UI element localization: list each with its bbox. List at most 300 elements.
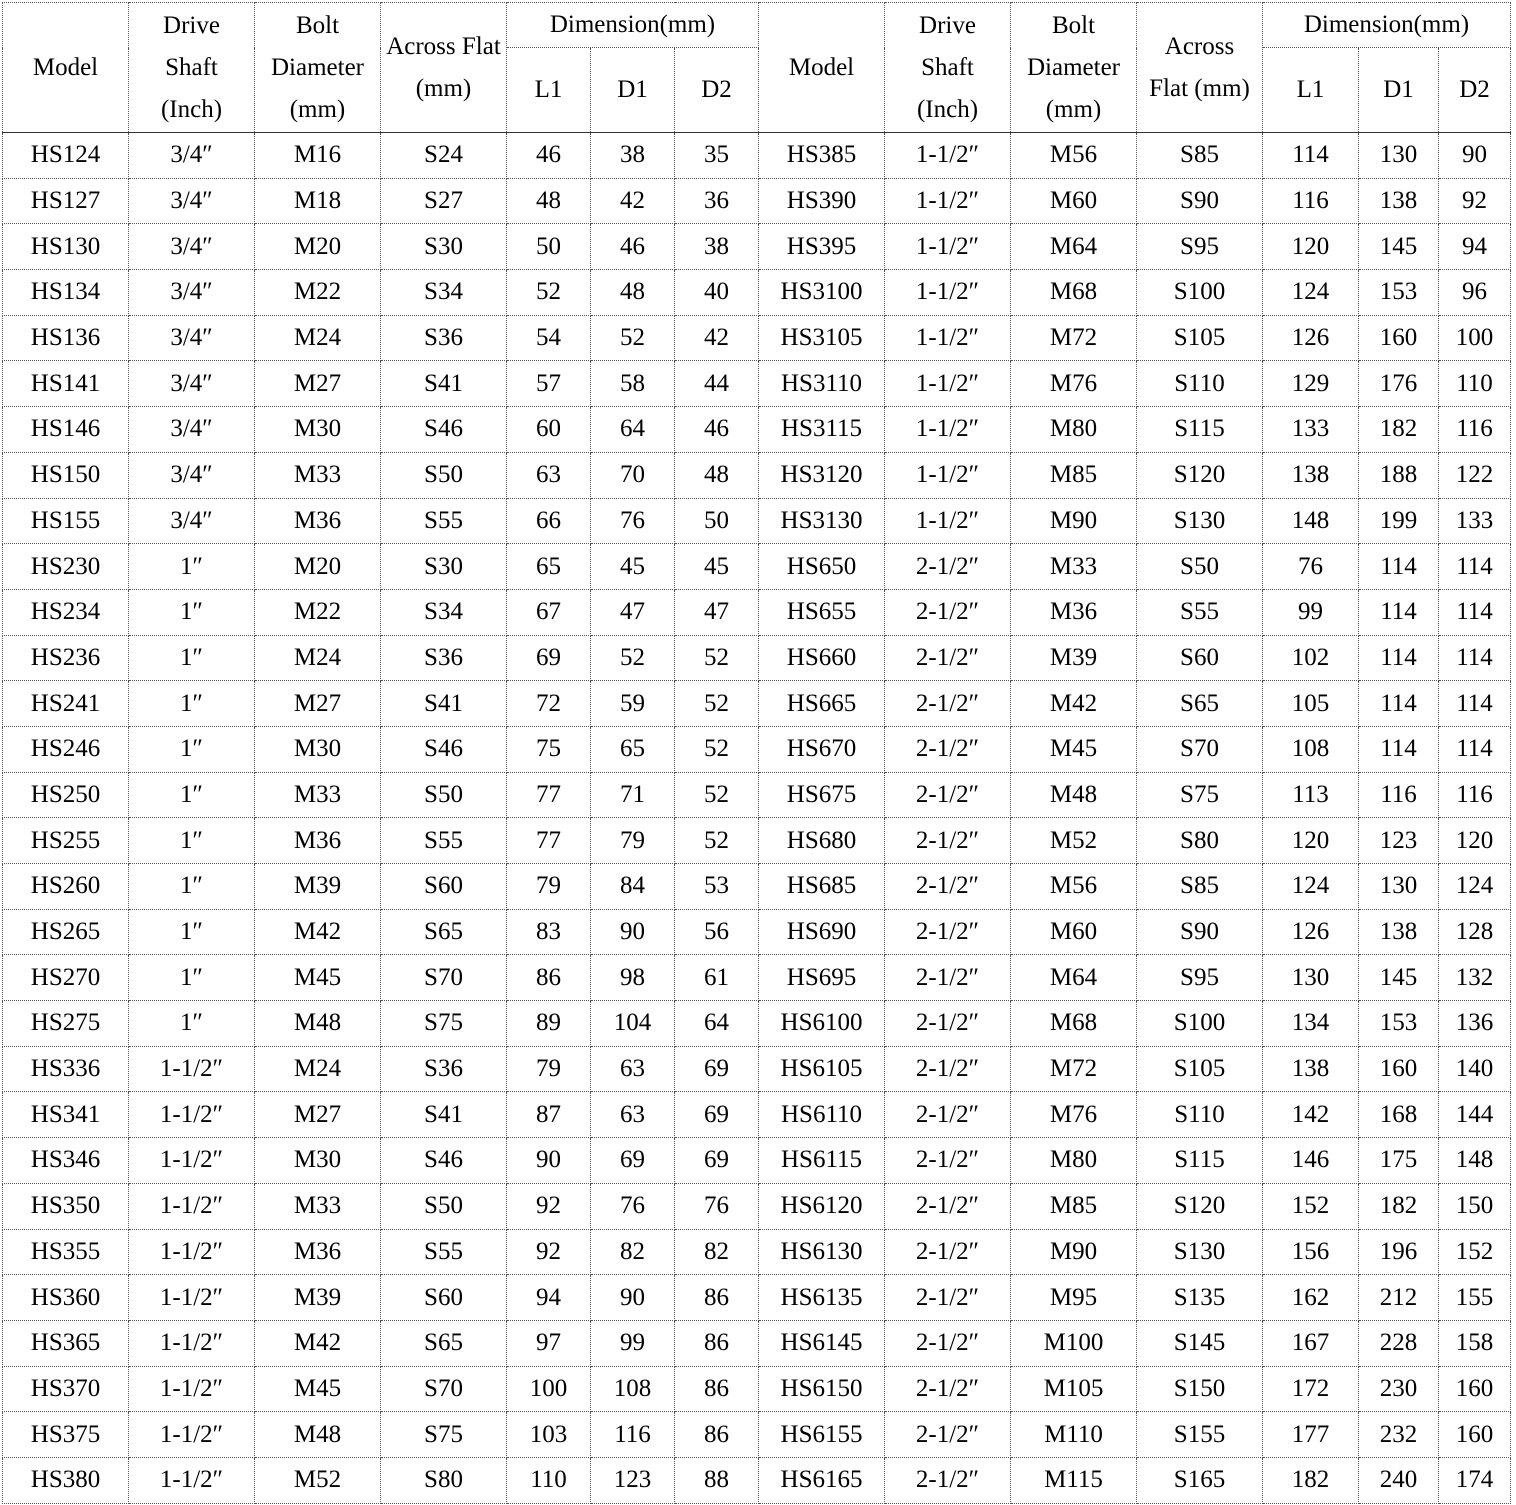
cell-drive-shaft-right: 2-1/2″ [885,1366,1011,1412]
cell-d2-right: 124 [1439,864,1511,910]
cell-drive-shaft: 1-1/2″ [129,1412,255,1458]
cell-across-flat-right: S80 [1137,818,1263,864]
cell-d2: 86 [675,1366,759,1412]
cell-bolt-diameter-right: M72 [1011,1046,1137,1092]
cell-l1: 87 [507,1092,591,1138]
cell-d1: 58 [591,361,675,407]
cell-d2-right: 116 [1439,407,1511,453]
cell-model: HS336 [3,1046,129,1092]
table-row [3,681,1511,727]
cell-l1: 46 [507,133,591,179]
table-row [3,1138,1511,1184]
header-dimension-right: Dimension(mm) [1263,3,1511,48]
cell-bolt-diameter-right: M45 [1011,726,1137,772]
cell-d1: 76 [591,1183,675,1229]
cell-d1-right: 114 [1359,726,1439,772]
cell-across-flat-right: S120 [1137,452,1263,498]
cell-d2: 42 [675,315,759,361]
cell-drive-shaft: 1-1/2″ [129,1046,255,1092]
cell-d2: 40 [675,270,759,316]
cell-bolt-diameter: M24 [255,315,381,361]
cell-across-flat: S60 [381,864,507,910]
cell-model-right: HS3120 [759,452,885,498]
table-row [3,772,1511,818]
cell-drive-shaft-right: 2-1/2″ [885,726,1011,772]
cell-model-right: HS6115 [759,1138,885,1184]
cell-across-flat: S34 [381,589,507,635]
cell-across-flat: S36 [381,635,507,681]
cell-l1: 57 [507,361,591,407]
cell-across-flat: S46 [381,407,507,453]
cell-d1-right: 240 [1359,1457,1439,1503]
cell-d1-right: 114 [1359,544,1439,590]
cell-across-flat: S60 [381,1275,507,1321]
cell-d1: 42 [591,178,675,224]
cell-drive-shaft-right: 1-1/2″ [885,315,1011,361]
cell-d1-right: 188 [1359,452,1439,498]
cell-l1-right: 177 [1263,1412,1359,1458]
cell-l1: 54 [507,315,591,361]
cell-model-right: HS680 [759,818,885,864]
cell-model: HS270 [3,955,129,1001]
cell-l1: 79 [507,864,591,910]
cell-bolt-diameter: M45 [255,1366,381,1412]
cell-d1: 38 [591,133,675,179]
cell-across-flat-right: S100 [1137,270,1263,316]
cell-drive-shaft-right: 2-1/2″ [885,1320,1011,1366]
cell-l1: 50 [507,224,591,270]
cell-across-flat-right: S145 [1137,1320,1263,1366]
cell-drive-shaft-right: 2-1/2″ [885,955,1011,1001]
cell-model: HS246 [3,726,129,772]
cell-d2-right: 155 [1439,1275,1511,1321]
cell-l1-right: 142 [1263,1092,1359,1138]
cell-bolt-diameter: M52 [255,1457,381,1503]
cell-d1-right: 176 [1359,361,1439,407]
cell-bolt-diameter: M24 [255,635,381,681]
cell-d2-right: 114 [1439,589,1511,635]
cell-d1-right: 153 [1359,270,1439,316]
table-row [3,544,1511,590]
cell-drive-shaft: 1″ [129,681,255,727]
cell-d2-right: 174 [1439,1457,1511,1503]
table-header [3,3,1511,133]
table-row [3,224,1511,270]
cell-l1: 94 [507,1275,591,1321]
cell-bolt-diameter: M22 [255,270,381,316]
cell-bolt-diameter: M48 [255,1001,381,1047]
cell-d2-right: 158 [1439,1320,1511,1366]
table-row [3,864,1511,910]
cell-model-right: HS655 [759,589,885,635]
cell-l1: 83 [507,909,591,955]
cell-l1-right: 138 [1263,1046,1359,1092]
cell-d2-right: 114 [1439,635,1511,681]
cell-l1: 110 [507,1457,591,1503]
header-d2-right: D2 [1439,48,1511,133]
cell-bolt-diameter: M27 [255,681,381,727]
cell-d1: 104 [591,1001,675,1047]
cell-d1-right: 168 [1359,1092,1439,1138]
cell-d2: 50 [675,498,759,544]
cell-drive-shaft: 1″ [129,589,255,635]
cell-model-right: HS665 [759,681,885,727]
cell-bolt-diameter-right: M80 [1011,1138,1137,1184]
cell-d1-right: 199 [1359,498,1439,544]
cell-drive-shaft-right: 2-1/2″ [885,818,1011,864]
cell-drive-shaft-right: 2-1/2″ [885,589,1011,635]
cell-d2: 56 [675,909,759,955]
cell-d2: 88 [675,1457,759,1503]
cell-model: HS365 [3,1320,129,1366]
cell-l1-right: 138 [1263,452,1359,498]
cell-across-flat-right: S120 [1137,1183,1263,1229]
cell-across-flat-right: S65 [1137,681,1263,727]
cell-across-flat-right: S130 [1137,498,1263,544]
cell-drive-shaft-right: 1-1/2″ [885,270,1011,316]
cell-d1: 63 [591,1092,675,1138]
cell-bolt-diameter: M42 [255,1320,381,1366]
cell-across-flat: S46 [381,726,507,772]
cell-bolt-diameter-right: M90 [1011,1229,1137,1275]
cell-model: HS130 [3,224,129,270]
cell-model-right: HS6135 [759,1275,885,1321]
cell-l1: 86 [507,955,591,1001]
cell-across-flat-right: S105 [1137,1046,1263,1092]
cell-d1-right: 196 [1359,1229,1439,1275]
cell-bolt-diameter-right: M85 [1011,452,1137,498]
cell-across-flat-right: S85 [1137,864,1263,910]
cell-bolt-diameter-right: M56 [1011,133,1137,179]
cell-d2-right: 160 [1439,1366,1511,1412]
cell-across-flat-right: S95 [1137,224,1263,270]
table-row [3,1412,1511,1458]
table-row [3,1001,1511,1047]
cell-d1: 76 [591,498,675,544]
cell-drive-shaft-right: 2-1/2″ [885,772,1011,818]
header-across-flat-right: Across Flat (mm) [1137,3,1263,133]
cell-model: HS341 [3,1092,129,1138]
cell-model: HS230 [3,544,129,590]
cell-model: HS346 [3,1138,129,1184]
cell-model: HS255 [3,818,129,864]
cell-d2: 53 [675,864,759,910]
header-d1-right: D1 [1359,48,1439,133]
cell-across-flat: S70 [381,1366,507,1412]
cell-bolt-diameter: M48 [255,1412,381,1458]
cell-l1: 66 [507,498,591,544]
cell-d1: 70 [591,452,675,498]
cell-bolt-diameter: M20 [255,224,381,270]
cell-d2: 69 [675,1092,759,1138]
cell-d1: 98 [591,955,675,1001]
cell-drive-shaft: 1″ [129,1001,255,1047]
cell-model-right: HS6145 [759,1320,885,1366]
cell-bolt-diameter-right: M95 [1011,1275,1137,1321]
cell-model-right: HS690 [759,909,885,955]
cell-l1: 63 [507,452,591,498]
cell-bolt-diameter: M18 [255,178,381,224]
cell-across-flat: S75 [381,1001,507,1047]
cell-bolt-diameter: M30 [255,407,381,453]
cell-drive-shaft-right: 2-1/2″ [885,1001,1011,1047]
cell-across-flat: S24 [381,133,507,179]
cell-across-flat: S36 [381,315,507,361]
cell-l1: 90 [507,1138,591,1184]
cell-l1: 103 [507,1412,591,1458]
cell-model: HS150 [3,452,129,498]
cell-d1-right: 116 [1359,772,1439,818]
cell-across-flat-right: S75 [1137,772,1263,818]
cell-l1-right: 156 [1263,1229,1359,1275]
cell-d1: 46 [591,224,675,270]
cell-d2: 52 [675,681,759,727]
cell-drive-shaft: 1″ [129,635,255,681]
cell-across-flat-right: S90 [1137,909,1263,955]
cell-across-flat-right: S55 [1137,589,1263,635]
cell-d2-right: 140 [1439,1046,1511,1092]
cell-l1-right: 130 [1263,955,1359,1001]
cell-d1: 65 [591,726,675,772]
cell-l1-right: 99 [1263,589,1359,635]
cell-across-flat-right: S90 [1137,178,1263,224]
cell-across-flat: S50 [381,452,507,498]
cell-bolt-diameter-right: M64 [1011,955,1137,1001]
cell-drive-shaft-right: 2-1/2″ [885,681,1011,727]
cell-drive-shaft: 3/4″ [129,224,255,270]
cell-across-flat: S30 [381,224,507,270]
cell-d1: 116 [591,1412,675,1458]
cell-across-flat-right: S105 [1137,315,1263,361]
cell-drive-shaft: 3/4″ [129,407,255,453]
cell-d2: 36 [675,178,759,224]
table-row [3,1183,1511,1229]
cell-l1: 100 [507,1366,591,1412]
cell-bolt-diameter: M45 [255,955,381,1001]
cell-d2-right: 120 [1439,818,1511,864]
cell-l1: 92 [507,1183,591,1229]
cell-l1: 79 [507,1046,591,1092]
cell-bolt-diameter: M42 [255,909,381,955]
cell-d1: 71 [591,772,675,818]
cell-d2-right: 148 [1439,1138,1511,1184]
cell-l1-right: 129 [1263,361,1359,407]
cell-l1-right: 133 [1263,407,1359,453]
cell-drive-shaft-right: 2-1/2″ [885,635,1011,681]
cell-bolt-diameter: M39 [255,1275,381,1321]
cell-d2: 69 [675,1046,759,1092]
cell-l1-right: 102 [1263,635,1359,681]
cell-bolt-diameter: M30 [255,1138,381,1184]
cell-l1-right: 114 [1263,133,1359,179]
cell-bolt-diameter-right: M68 [1011,1001,1137,1047]
cell-across-flat: S34 [381,270,507,316]
cell-drive-shaft: 3/4″ [129,361,255,407]
cell-model-right: HS385 [759,133,885,179]
cell-across-flat: S55 [381,818,507,864]
cell-model: HS265 [3,909,129,955]
cell-across-flat: S65 [381,909,507,955]
cell-d2-right: 160 [1439,1412,1511,1458]
cell-drive-shaft: 1-1/2″ [129,1092,255,1138]
cell-d1-right: 123 [1359,818,1439,864]
cell-model-right: HS695 [759,955,885,1001]
cell-d2: 35 [675,133,759,179]
cell-d2-right: 150 [1439,1183,1511,1229]
cell-d1: 52 [591,635,675,681]
header-l1-right: L1 [1263,48,1359,133]
cell-model-right: HS685 [759,864,885,910]
cell-l1: 97 [507,1320,591,1366]
cell-model: HS350 [3,1183,129,1229]
table-row [3,1320,1511,1366]
cell-d2: 52 [675,635,759,681]
cell-model: HS127 [3,178,129,224]
cell-d2: 82 [675,1229,759,1275]
cell-bolt-diameter: M20 [255,544,381,590]
cell-d1-right: 114 [1359,635,1439,681]
cell-d2: 47 [675,589,759,635]
cell-across-flat: S36 [381,1046,507,1092]
table-row [3,498,1511,544]
cell-model: HS241 [3,681,129,727]
cell-l1: 60 [507,407,591,453]
cell-model: HS260 [3,864,129,910]
cell-d1-right: 114 [1359,589,1439,635]
cell-drive-shaft-right: 2-1/2″ [885,1046,1011,1092]
cell-d1: 48 [591,270,675,316]
cell-across-flat-right: S95 [1137,955,1263,1001]
cell-d2-right: 94 [1439,224,1511,270]
cell-model-right: HS6165 [759,1457,885,1503]
cell-model: HS234 [3,589,129,635]
table-row [3,452,1511,498]
cell-d2-right: 136 [1439,1001,1511,1047]
cell-d1: 63 [591,1046,675,1092]
cell-across-flat-right: S155 [1137,1412,1263,1458]
cell-drive-shaft-right: 2-1/2″ [885,1183,1011,1229]
cell-l1: 72 [507,681,591,727]
cell-model-right: HS3100 [759,270,885,316]
dimension-table [2,2,1511,1504]
cell-drive-shaft: 1-1/2″ [129,1320,255,1366]
cell-l1: 52 [507,270,591,316]
cell-l1: 89 [507,1001,591,1047]
header-across-flat: Across Flat (mm) [381,3,507,133]
cell-model-right: HS6100 [759,1001,885,1047]
header-model-right: Model [759,3,885,133]
cell-d1-right: 230 [1359,1366,1439,1412]
cell-l1-right: 108 [1263,726,1359,772]
cell-across-flat: S41 [381,361,507,407]
cell-bolt-diameter: M24 [255,1046,381,1092]
cell-model: HS380 [3,1457,129,1503]
table-row [3,726,1511,772]
cell-l1-right: 126 [1263,315,1359,361]
cell-model: HS370 [3,1366,129,1412]
cell-d2-right: 100 [1439,315,1511,361]
cell-l1: 92 [507,1229,591,1275]
cell-bolt-diameter: M36 [255,498,381,544]
cell-across-flat-right: S110 [1137,1092,1263,1138]
cell-model: HS136 [3,315,129,361]
cell-bolt-diameter: M27 [255,1092,381,1138]
cell-drive-shaft: 3/4″ [129,452,255,498]
cell-l1: 65 [507,544,591,590]
cell-drive-shaft-right: 1-1/2″ [885,498,1011,544]
cell-drive-shaft-right: 2-1/2″ [885,1092,1011,1138]
table-row [3,361,1511,407]
cell-d1-right: 145 [1359,955,1439,1001]
cell-bolt-diameter-right: M64 [1011,224,1137,270]
cell-d1: 79 [591,818,675,864]
cell-bolt-diameter-right: M105 [1011,1366,1137,1412]
cell-across-flat: S50 [381,1183,507,1229]
cell-across-flat: S70 [381,955,507,1001]
cell-model: HS124 [3,133,129,179]
cell-d1-right: 212 [1359,1275,1439,1321]
cell-bolt-diameter-right: M48 [1011,772,1137,818]
cell-bolt-diameter-right: M36 [1011,589,1137,635]
cell-model: HS355 [3,1229,129,1275]
cell-across-flat: S50 [381,772,507,818]
cell-d2: 48 [675,452,759,498]
cell-model: HS134 [3,270,129,316]
cell-model-right: HS6150 [759,1366,885,1412]
cell-l1: 69 [507,635,591,681]
cell-l1-right: 172 [1263,1366,1359,1412]
cell-d2: 52 [675,818,759,864]
cell-drive-shaft: 1″ [129,772,255,818]
cell-d2-right: 110 [1439,361,1511,407]
header-d1: D1 [591,48,675,133]
cell-bolt-diameter-right: M39 [1011,635,1137,681]
cell-across-flat: S65 [381,1320,507,1366]
cell-model: HS155 [3,498,129,544]
cell-bolt-diameter-right: M42 [1011,681,1137,727]
cell-drive-shaft-right: 1-1/2″ [885,133,1011,179]
cell-model-right: HS660 [759,635,885,681]
cell-bolt-diameter-right: M100 [1011,1320,1137,1366]
cell-d1-right: 182 [1359,407,1439,453]
table-row [3,1275,1511,1321]
table-row [3,1457,1511,1503]
cell-d2: 86 [675,1320,759,1366]
cell-drive-shaft-right: 2-1/2″ [885,1457,1011,1503]
table-row [3,1046,1511,1092]
cell-d1: 90 [591,909,675,955]
cell-bolt-diameter-right: M52 [1011,818,1137,864]
cell-d1: 47 [591,589,675,635]
cell-model: HS250 [3,772,129,818]
cell-model: HS360 [3,1275,129,1321]
cell-bolt-diameter: M16 [255,133,381,179]
cell-d1-right: 160 [1359,315,1439,361]
cell-drive-shaft-right: 1-1/2″ [885,452,1011,498]
cell-d2-right: 114 [1439,726,1511,772]
cell-d1: 59 [591,681,675,727]
cell-bolt-diameter-right: M33 [1011,544,1137,590]
table-body [3,133,1511,1504]
cell-bolt-diameter: M22 [255,589,381,635]
cell-l1: 48 [507,178,591,224]
table-row [3,1229,1511,1275]
cell-d2: 46 [675,407,759,453]
cell-drive-shaft-right: 2-1/2″ [885,544,1011,590]
cell-d1: 64 [591,407,675,453]
cell-model: HS275 [3,1001,129,1047]
cell-drive-shaft: 1″ [129,955,255,1001]
